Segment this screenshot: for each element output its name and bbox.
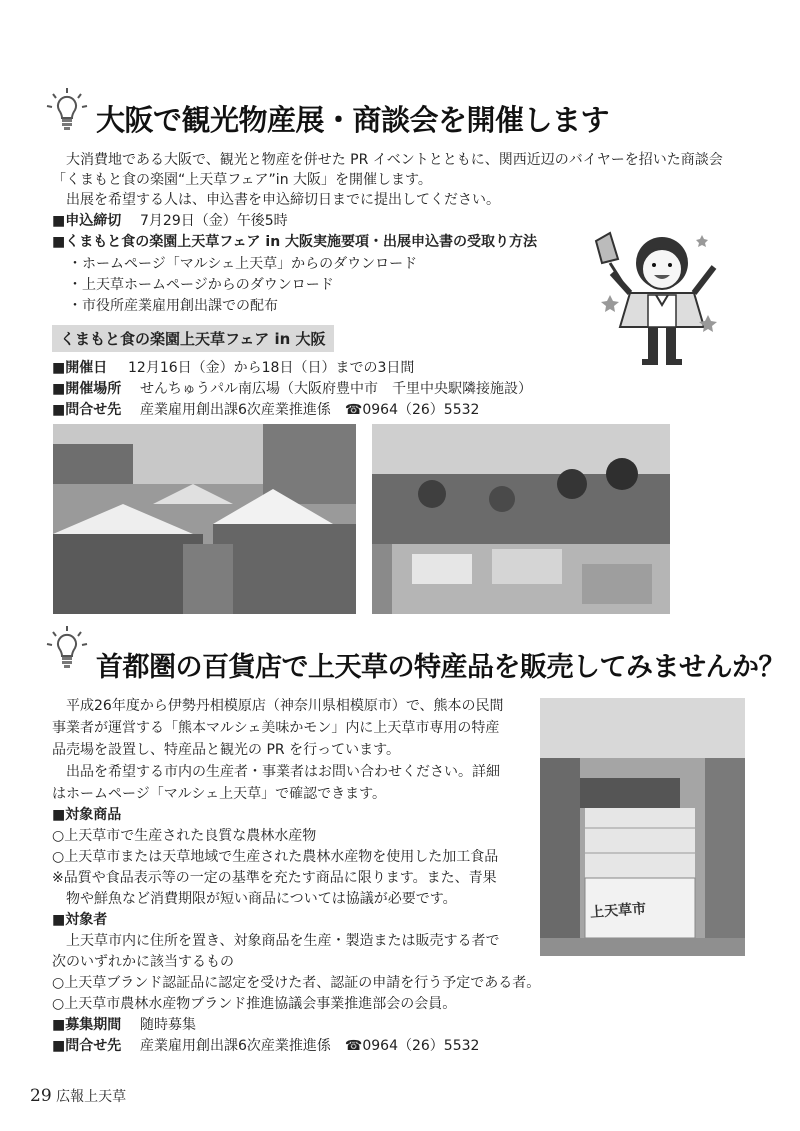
section2-body-1: 平成26年度から伊勢丹相模原店（神奈川県相模原市）で、熊本の民間 xyxy=(52,698,504,714)
eligible-item-4: ○上天草市農林水産物ブランド推進協議会事業推進部会の会員。 xyxy=(52,996,457,1012)
section1-body-3: 出展を希望する人は、申込書を申込締切日までに提出してください。 xyxy=(52,192,500,208)
section1-title: 大阪で観光物産展・商談会を開催します xyxy=(96,103,610,137)
deadline-label: ■申込締切 xyxy=(52,213,122,229)
publication-name: 広報上天草 xyxy=(56,1089,127,1105)
eligible-label: ■対象者 xyxy=(52,912,108,928)
section2-body-5: はホームページ「マルシェ上天草」で確認できます。 xyxy=(52,786,386,802)
venue-label: ■開催場所 xyxy=(52,381,122,397)
contact1-label: ■問合せ先 xyxy=(52,402,122,418)
target-item-1: ○上天草市で生産された良質な農林水産物 xyxy=(52,828,317,844)
eligible-item-3: ○上天草ブランド認証品に認定を受けた者、認証の申請を行う予定である者。 xyxy=(52,975,541,991)
lightbulb-icon xyxy=(44,86,90,132)
page-footer xyxy=(30,1086,126,1106)
guide-item-1: ・ホームページ「マルシェ上天草」からのダウンロード xyxy=(68,256,418,272)
contact2-label: ■問合せ先 xyxy=(52,1038,122,1054)
event-photo-tents xyxy=(53,424,356,614)
section2-title: 首都圏の百貨店で上天草の特産品を販売してみませんか？ xyxy=(96,652,785,683)
section2-body-4: 出品を希望する市内の生産者・事業者はお問い合わせください。詳細 xyxy=(52,764,500,780)
eligible-item-1: 上天草市内に住所を置き、対象商品を生産・製造または販売する者で xyxy=(52,933,500,949)
guide-heading: ■くまもと食の楽園上天草フェア in 大阪実施要項・出展申込書の受取り方法 xyxy=(52,234,538,250)
date-label: ■開催日 xyxy=(52,360,108,376)
guide-item-2: ・上天草ホームページからのダウンロード xyxy=(68,277,334,293)
date-value: 12月16日（金）から18日（日）までの3日間 xyxy=(128,360,415,376)
guide-item-3: ・市役所産業雇用創出課での配布 xyxy=(68,298,278,314)
mascot-illustration xyxy=(590,225,730,370)
deadline-value: 7月29日（金）午後5時 xyxy=(140,213,288,229)
section1-body-2: 「くまもと食の楽園“上天草フェア”in 大阪」を開催します。 xyxy=(52,172,432,188)
contact2-value: 産業雇用創出課6次産業推進係 ☎0964（26）5532 xyxy=(140,1038,480,1054)
lightbulb-icon xyxy=(44,624,90,670)
target-item-4: 物や鮮魚など消費期限が短い商品については協議が必要です。 xyxy=(52,891,457,907)
target-item-2: ○上天草市または天草地域で生産された農林水産物を使用した加工食品 xyxy=(52,849,499,865)
target-item-3: ※品質や食品表示等の一定の基準を充たす商品に限ります。また、青果 xyxy=(52,870,497,886)
period-value: 随時募集 xyxy=(140,1017,196,1033)
event-photo-crowd xyxy=(372,424,670,614)
section2-body-3: 品売場を設置し、特産品と観光の PR を行っています。 xyxy=(52,742,400,758)
eligible-item-2: 次のいずれかに該当するもの xyxy=(52,954,234,970)
section1-body-1: 大消費地である大阪で、観光と物産を併せた PR イベントとともに、関西近辺のバイヤーを招いた商談会 xyxy=(52,152,723,168)
venue-value: せんちゅうパル南広場（大阪府豊中市 千里中央駅隣接施設） xyxy=(140,381,532,397)
booth-sign: 上天草市 xyxy=(589,901,647,921)
contact1-value: 産業雇用創出課6次産業推進係 ☎0964（26）5532 xyxy=(140,402,480,418)
target-label: ■対象商品 xyxy=(52,807,122,823)
page-number: 29 xyxy=(30,1086,52,1106)
section2-body-2: 事業者が運営する「熊本マルシェ美味かモン」内に上天草市専用の特産 xyxy=(52,720,500,736)
event-title: くまもと食の楽園上天草フェア in 大阪 xyxy=(52,325,334,352)
period-label: ■募集期間 xyxy=(52,1017,122,1033)
